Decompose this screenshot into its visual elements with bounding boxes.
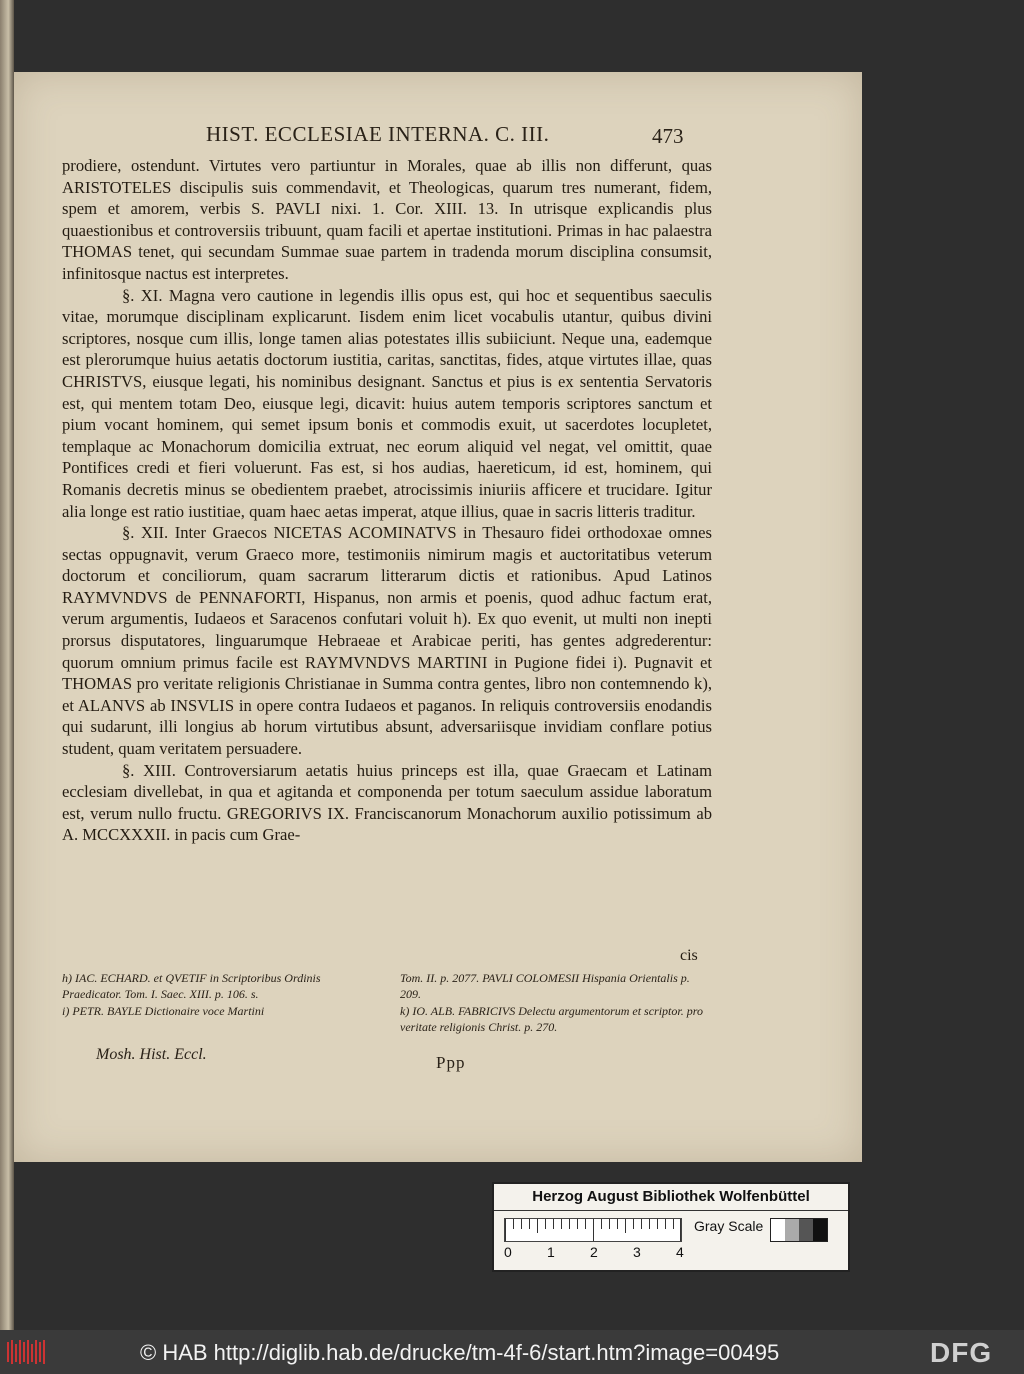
running-head: HIST. ECCLESIAE INTERNA. C. III. [206, 122, 550, 146]
paragraph-section-xi: §. XI. Magna vero cautione in legendis illis opus est, qui hoc et sequentibus saeculis vitae, morumque disciplinam explicarunt. Iisdem enim licet vocabulis utantur, quibus divini scriptores, nosque cum illis, longe tamen alias potestates illis subiiciunt. Neque una, eademque est plerorumque huius aetatis doctorum iustitia, caritas, sanctitas, fides, atque virtutes illae, quas CHRISTVS, eiusque legati, his nominibus designant. Sanctus et pius is ex sententia Servatoris est, qui mentem totam Deo, eiusque legi, dicavit: huius autem temporis scriptores sanctum et pium vocant hominem, qui semet ipsum bonis et commodis exuit, ut sacerdotes locupletet, templaque ac Monachorum domicilia extruat, nec eorum aliquid vel negat, vel omittit, quae Pontifices credi et fieri voluerunt. Fas est, si hos audias, haereticum, id est, hominem, qui Romanis decretis minus se obedientem praebet, atrocissimis iniuriis afficere et trucidare. Igitur alia longe est ratio iustitiae, quam haec aetas imperat, atque illius, quae in sacris litteris traditur. [62, 285, 712, 521]
signature-left: Mosh. Hist. Eccl. [96, 1046, 207, 1063]
footer-bar [0, 1330, 1024, 1374]
footnotes [62, 971, 712, 1037]
paragraph-1: prodiere, ostendunt. Virtutes vero partiuntur in Morales, quae ab illis non differunt, quas ARISTOTELES discipulis suis commendavit, et Theologicas, quarum tres numerant, fidem, spem et amorem, verbis S. PAVLI nixi. 1. Cor. XIII. 13. In utrisque explicandis plus quaestionibus et controversiis tribuunt, quam facili et apertae institutioni. Primas in hac palaestra THOMAS tenet, qui secundam Summae suae partem in tradenda morum disciplina consumsit, infinitosque nactus est interpretes. [62, 156, 712, 283]
book-spine-edge [0, 0, 14, 1330]
gray-scale-swatch [770, 1218, 828, 1242]
scale-ruler [504, 1218, 682, 1242]
card-title: Herzog August Bibliothek Wolfenbüttel [494, 1184, 848, 1211]
footnote-i: i) PETR. BAYLE Dictionaire voce Martini [62, 1004, 265, 1018]
hab-logo-icon [6, 1338, 48, 1366]
scale-number-0: 0 [504, 1244, 512, 1260]
scale-number-1: 1 [547, 1244, 555, 1260]
signature-mark: Ppp [436, 1053, 466, 1072]
page-number: 473 [652, 124, 684, 148]
footnote-h: h) IAC. ECHARD. et QVETIF in Scriptoribus Ordinis Praedicator. Tom. I. Saec. XIII. p. 106. s. [62, 971, 321, 1001]
scale-number-3: 3 [633, 1244, 641, 1260]
footnote-k: k) IO. ALB. FABRICIVS Delectu argumentorum et scriptor. pro veritate religionis Christ. p. 270. [400, 1004, 703, 1034]
scale-number-4: 4 [676, 1244, 684, 1260]
catchword: cis [680, 947, 698, 964]
scale-number-2: 2 [590, 1244, 598, 1260]
dfg-logo: DFG [930, 1337, 993, 1368]
body-text [62, 155, 712, 846]
footnotes-left-column [62, 971, 374, 1037]
footnotes-right-column [400, 971, 712, 1037]
paragraph-section-xii: §. XII. Inter Graecos NICETAS ACOMINATVS in Thesauro fidei orthodoxae omnes sectas oppugnavit, verum Graeco more, testimoniis nimirum magis et auctoritatibus veterum doctorum et conciliorum, quam sacrarum litterarum dictis et rationibus. Apud Latinos RAYMVNDVS de PENNAFORTI, Hispanus, non armis et poenis, quod adhuc factum erat, verum argumentis, Iudaeos et Saracenos confutari voluit h). Ex quo evenit, ut multi non inepti prorsus disputatores, linguarumque Hebraeae et Arabicae periti, has gentes adgrederentur: quorum omnium primus facile est RAYMVNDVS MARTINI in Pugione fidei i). Pugnavit et THOMAS pro veritate religionis Christianae in Summa contra gentes, libro non contemnendo k), et ALANVS ab INSVLIS in opere contra Iudaeos et paganos. In reliquis controversiis enodandis qui sudarunt, illi longius ab horum virtutibus absunt, adversariisque invidiam conflare potius student, quam veritatem persuadere. [62, 523, 712, 759]
library-color-card [492, 1182, 850, 1272]
copyright-link[interactable]: © HAB http://diglib.hab.de/drucke/tm-4f-6/start.htm?image=00495 [140, 1340, 780, 1365]
footnote-h-continued: Tom. II. p. 2077. PAVLI COLOMESII Hispania Orientalis p. 209. [400, 971, 690, 1001]
gray-scale-label: Gray Scale [694, 1218, 764, 1234]
paragraph-section-xiii: §. XIII. Controversiarum aetatis huius princeps est illa, quae Graecam et Latinam ecclesiam divellebat, in qua et agitanda et componenda per totum saeculum assidue laboratum est, verum nullo fructu. GREGORIVS IX. Franciscanorum Monachorum auxilio potissimum ab A. MCCXXXII. in pacis cum Grae- [62, 760, 712, 845]
